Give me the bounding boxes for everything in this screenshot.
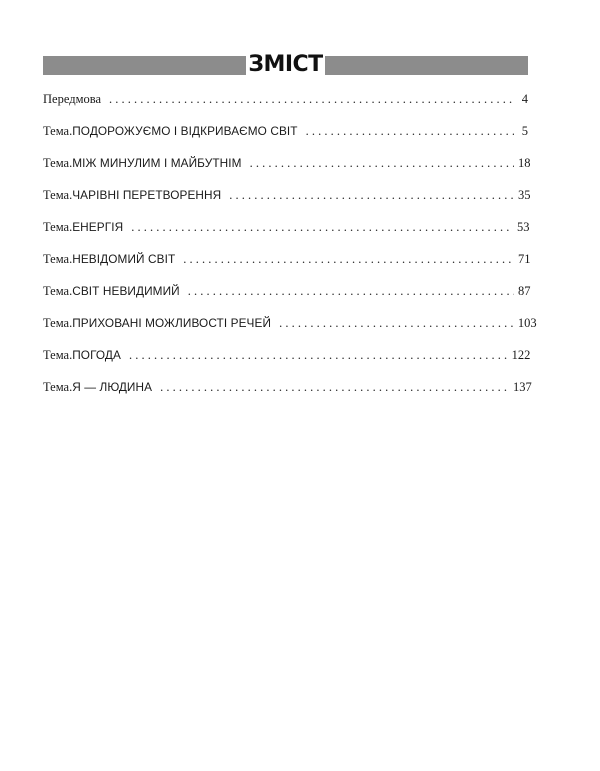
toc-entry-topic[interactable]: [43, 283, 531, 315]
toc-page-number: 122: [511, 348, 531, 362]
toc-entry-prefix: Тема.: [43, 284, 73, 298]
toc-entry-title: ПОГОДА: [72, 348, 121, 362]
toc-entry-topic[interactable]: [43, 123, 528, 155]
contents-title: ЗМІСТ: [248, 52, 323, 77]
toc-dot-leader: [160, 379, 509, 395]
toc-dot-leader: [131, 219, 513, 235]
toc-dot-leader: [279, 315, 514, 331]
toc-entry-title: Я — ЛЮДИНА: [72, 380, 153, 394]
toc-entry-topic[interactable]: [43, 155, 531, 187]
toc-entry-prefix: Тема.: [43, 156, 73, 170]
toc-dot-leader: [229, 187, 514, 203]
toc-dot-leader: [183, 251, 514, 267]
toc-page-number: 103: [517, 316, 537, 330]
heading-bar-right: [325, 56, 528, 75]
toc-entry-title: ПОДОРОЖУЄМО І ВІДКРИВАЄМО СВІТ: [72, 124, 298, 138]
toc-entry-prefix: Тема.: [43, 220, 73, 234]
toc-entry-title: МІЖ МИНУЛИМ І МАЙБУТНІМ: [72, 156, 242, 170]
toc-entry-prefix: Тема.: [43, 188, 73, 202]
toc-entry-topic[interactable]: [43, 379, 532, 411]
toc-entry-prefix: Тема.: [43, 124, 73, 138]
toc-dot-leader: [109, 91, 514, 107]
toc-entry-prefix: Тема.: [43, 380, 73, 394]
toc-entry-topic[interactable]: [43, 187, 531, 219]
toc-page-number: 137: [512, 380, 532, 394]
toc-entry-preface[interactable]: [43, 91, 528, 123]
toc-entry-prefix: Тема.: [43, 252, 73, 266]
toc-entry-topic[interactable]: [43, 347, 531, 379]
toc-page-number: 87: [518, 284, 531, 298]
toc-dot-leader: [250, 155, 514, 171]
toc-page-number: 71: [518, 252, 531, 266]
toc-page-number: 53: [517, 220, 530, 234]
toc-entry-title: ЧАРІВНІ ПЕРЕТВОРЕННЯ: [72, 188, 222, 202]
toc-entry-topic[interactable]: [43, 251, 531, 283]
toc-entry-title: ЕНЕРГІЯ: [72, 220, 124, 234]
toc-dot-leader: [129, 347, 508, 363]
table-of-contents: [43, 91, 537, 411]
toc-entry-prefix: Передмова: [43, 92, 102, 106]
toc-entry-topic[interactable]: [43, 219, 528, 251]
toc-entry-topic[interactable]: [43, 315, 537, 347]
toc-entry-title: СВІТ НЕВИДИМИЙ: [72, 284, 180, 298]
toc-entry-prefix: Тема.: [43, 348, 73, 362]
toc-page-number: 5: [521, 124, 528, 138]
contents-heading: [43, 54, 528, 78]
toc-entry-prefix: Тема.: [43, 316, 73, 330]
toc-page-number: 18: [518, 156, 531, 170]
toc-dot-leader: [188, 283, 514, 299]
toc-entry-title: НЕВІДОМИЙ СВІТ: [72, 252, 176, 266]
toc-page-number: 35: [518, 188, 531, 202]
toc-page-number: 4: [521, 92, 528, 106]
toc-dot-leader: [306, 123, 514, 139]
toc-entry-title: ПРИХОВАНІ МОЖЛИВОСТІ РЕЧЕЙ: [72, 316, 272, 330]
heading-bar-left: [43, 56, 246, 75]
